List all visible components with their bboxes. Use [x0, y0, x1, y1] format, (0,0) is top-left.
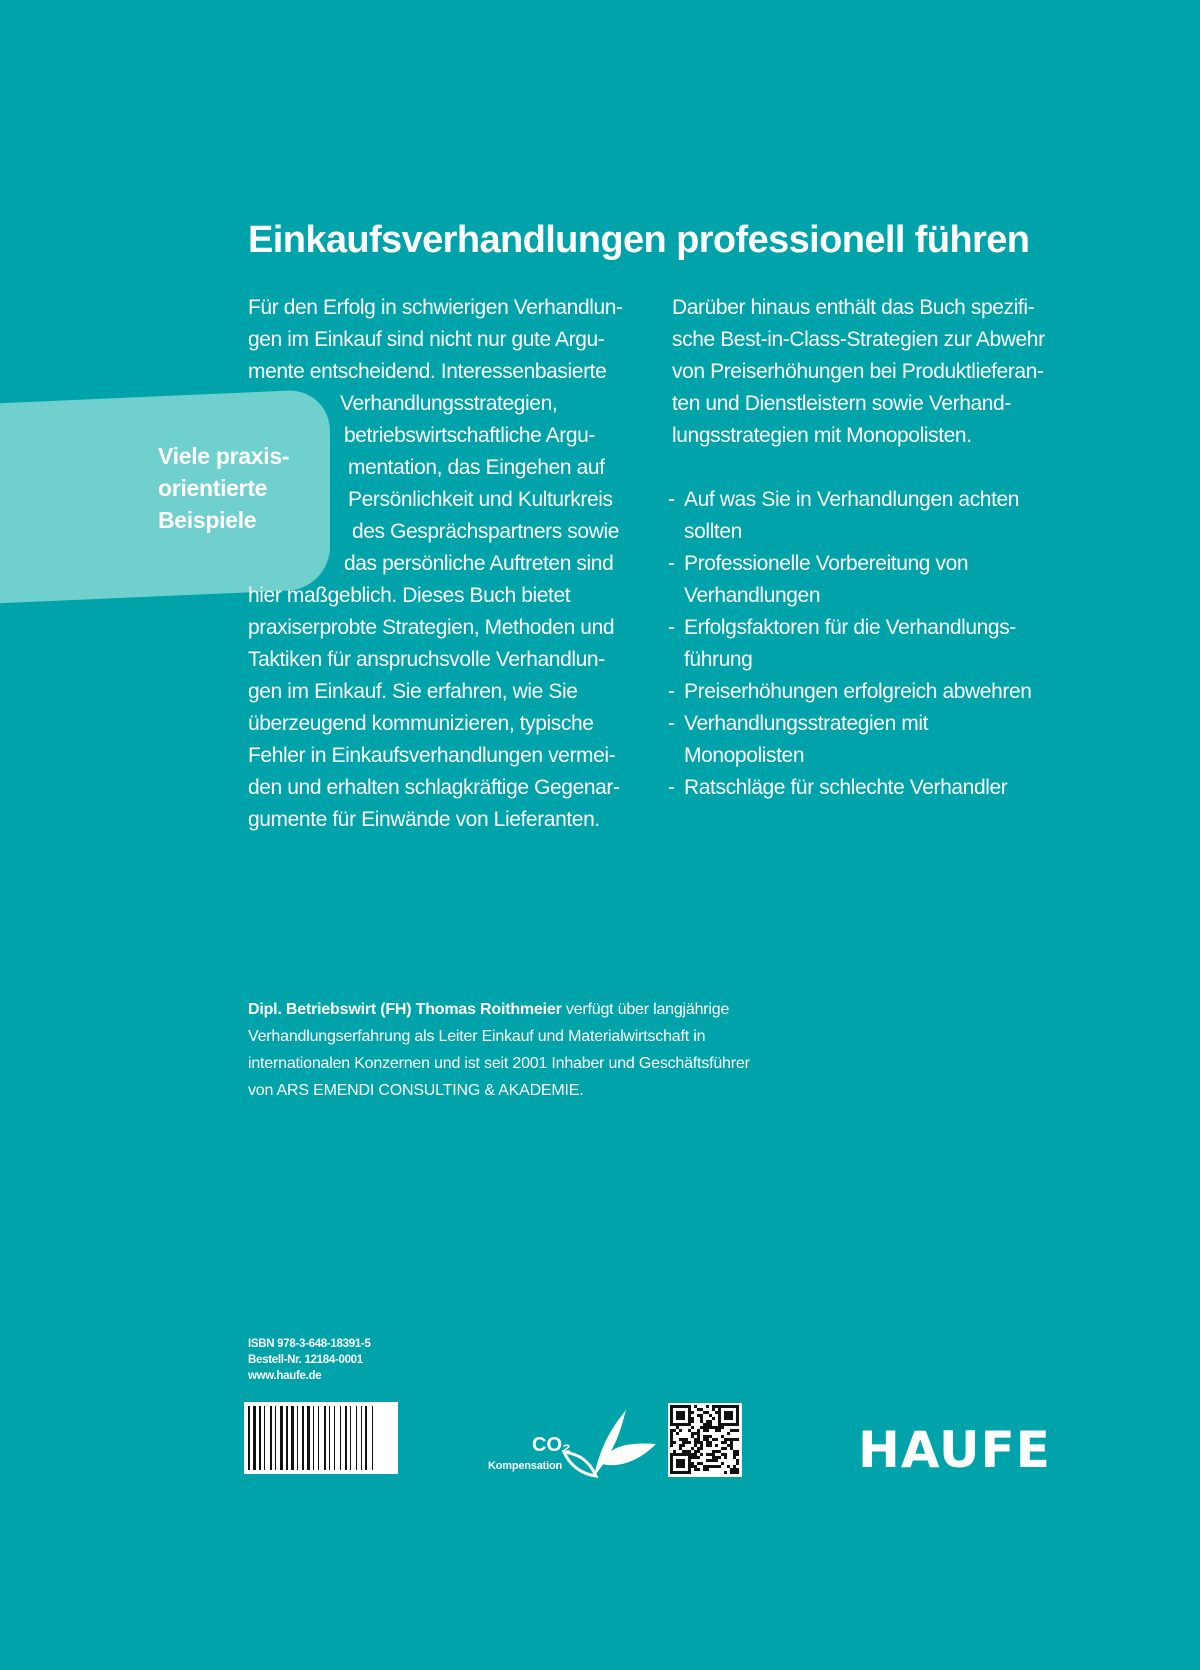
order-number: Bestell-Nr. 12184-0001	[248, 1354, 363, 1366]
text-line: Ratschläge für schlechte Verhandler	[684, 776, 1008, 799]
text-line: mentation, das Eingehen auf	[348, 456, 605, 479]
text-line: Preiserhöhungen erfolgreich abwehren	[684, 680, 1032, 703]
callout-line: Viele praxis-	[158, 443, 290, 469]
callout-line: orientierte	[158, 475, 268, 501]
text-line: hier maßgeblich. Dieses Buch bietet	[248, 584, 571, 607]
co2-label: CO₂	[532, 1434, 571, 1456]
text-line: gen im Einkauf. Sie erfahren, wie Sie	[248, 680, 578, 703]
text-line: Verhandlungen	[684, 584, 821, 607]
text-line: mente entscheidend. Interessenbasierte	[248, 360, 607, 383]
text-line: Verhandlungsstrategien,	[340, 392, 558, 415]
text-line: Persönlichkeit und Kulturkreis	[348, 488, 613, 511]
text-line: praxiserprobte Strategien, Methoden und	[248, 616, 615, 639]
callout-line: Beispiele	[158, 507, 257, 533]
text-line	[248, 996, 868, 1023]
website-link[interactable]: www.haufe.de	[248, 1370, 322, 1382]
bullet-marker: -	[668, 776, 675, 799]
author-name: Dipl. Betriebswirt (FH) Thomas Roithmeier	[248, 1001, 562, 1018]
text-line: Darüber hinaus enthält das Buch spezifi-	[672, 296, 1035, 319]
text-line: Auf was Sie in Verhandlungen achten	[684, 488, 1020, 511]
text-line: ten und Dienstleistern sowie Verhand-	[672, 392, 1011, 415]
text-line: Für den Erfolg in schwierigen Verhandlun-	[248, 296, 623, 319]
bullet-marker: -	[668, 488, 675, 511]
co2-compensation-badge	[488, 1400, 658, 1482]
haufe-logo: HAUFE	[858, 1421, 1051, 1479]
text-line: von Preiserhöhungen bei Produktlieferan-	[672, 360, 1044, 383]
text-line: überzeugend kommunizieren, typische	[248, 712, 594, 735]
list-item	[668, 772, 1092, 804]
feature-list	[668, 484, 1092, 804]
barcode-icon	[244, 1402, 398, 1474]
text-line: Verhandlungsstrategien mit	[684, 712, 929, 735]
text-line: von ARS EMENDI CONSULTING & AKADEMIE.	[248, 1082, 584, 1099]
text-line: sche Best-in-Class-Strategien zur Abwehr	[672, 328, 1045, 351]
text-line: gen im Einkauf sind nicht nur gute Argu-	[248, 328, 605, 351]
text-line: sollten	[684, 520, 742, 543]
text-line: führung	[684, 648, 753, 671]
list-item	[668, 708, 1092, 772]
text-line: Erfolgsfaktoren für die Verhandlungs-	[684, 616, 1016, 639]
text-line: Fehler in Einkaufsverhandlungen vermei-	[248, 744, 616, 767]
text-line: gumente für Einwände von Lieferanten.	[248, 808, 600, 831]
list-item	[668, 484, 1092, 548]
bullet-marker: -	[668, 552, 675, 575]
book-title: Einkaufsverhandlungen professionell führen	[248, 219, 1030, 261]
text-line: Professionelle Vorbereitung von	[684, 552, 969, 575]
publication-meta	[248, 1336, 468, 1384]
text-line: Verhandlungserfahrung als Leiter Einkauf und Materialwirtschaft in	[248, 1028, 706, 1045]
bullet-marker: -	[668, 680, 675, 703]
list-item	[668, 548, 1092, 612]
bullet-marker: -	[668, 712, 675, 735]
text-line: internationalen Konzernen und ist seit 2001 Inhaber und Geschäftsführer	[248, 1055, 750, 1072]
isbn: ISBN 978-3-648-18391-5	[248, 1338, 371, 1350]
text-line: Taktiken für anspruchsvolle Verhandlun-	[248, 648, 605, 671]
qr-code-icon	[668, 1403, 742, 1477]
co2-sublabel: Kompensation	[488, 1460, 562, 1472]
text-line: Monopolisten	[684, 744, 805, 767]
description-right	[668, 292, 1092, 799]
bullet-marker: -	[668, 616, 675, 639]
text-line: den und erhalten schlagkräftige Gegenar-	[248, 776, 620, 799]
list-item	[668, 676, 1092, 708]
author-bio-text: verfügt über langjährige	[561, 1001, 730, 1018]
text-line: betriebswirtschaftliche Argu-	[344, 424, 596, 447]
author-bio	[248, 996, 868, 1104]
description-left	[248, 292, 648, 836]
text-line: des Gesprächspartners sowie	[352, 520, 619, 543]
text-line: das persönliche Auftreten sind	[344, 552, 614, 575]
text-line: lungsstrategien mit Monopolisten.	[672, 424, 972, 447]
list-item	[668, 612, 1092, 676]
